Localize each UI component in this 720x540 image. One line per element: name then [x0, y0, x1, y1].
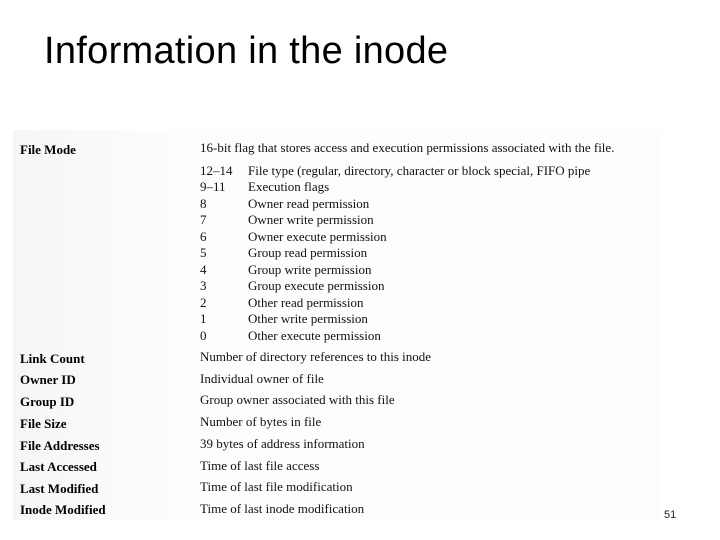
bit-meaning: Owner read permission	[248, 196, 370, 211]
bit-meaning: File type (regular, directory, character or block special, FIFO pipe	[248, 163, 591, 178]
bit-number: 7	[200, 212, 207, 227]
bit-number: 9–11	[200, 179, 226, 194]
field-name-owner-id: Owner ID	[20, 372, 76, 387]
slide-title: Information in the inode	[44, 30, 449, 72]
bit-number: 4	[200, 262, 207, 277]
field-desc-last-accessed: Time of last file access	[200, 458, 320, 473]
field-name-link-count: Link Count	[20, 351, 85, 366]
bit-number: 3	[200, 278, 207, 293]
field-name-last-accessed: Last Accessed	[20, 459, 97, 474]
field-desc-file-addresses: 39 bytes of address information	[200, 436, 365, 451]
bit-meaning: Execution flags	[248, 179, 330, 194]
bit-number: 2	[200, 295, 207, 310]
inode-fields-table	[13, 130, 661, 520]
bit-meaning: Other write permission	[248, 311, 368, 326]
field-desc-file-size: Number of bytes in file	[200, 414, 322, 429]
bit-number: 5	[200, 245, 207, 260]
bit-meaning: Group read permission	[248, 245, 368, 260]
field-name-file-addresses: File Addresses	[20, 438, 100, 453]
bit-number: 12–14	[200, 163, 233, 178]
field-name-group-id: Group ID	[20, 394, 75, 409]
field-name-last-modified: Last Modified	[20, 481, 99, 496]
bit-number: 0	[200, 328, 207, 343]
field-desc-inode-modified: Time of last inode modification	[200, 501, 365, 516]
field-name-file-size: File Size	[20, 416, 67, 431]
bit-number: 1	[200, 311, 207, 326]
bit-meaning: Group write permission	[248, 262, 372, 277]
field-desc-file-mode: 16-bit flag that stores access and execution permissions associated with the file.	[200, 140, 615, 155]
bit-meaning: Group execute permission	[248, 278, 385, 293]
field-desc-link-count: Number of directory references to this inode	[200, 349, 432, 364]
field-name-inode-modified: Inode Modified	[20, 502, 106, 517]
bit-number: 6	[200, 229, 207, 244]
bit-meaning: Owner write permission	[248, 212, 374, 227]
field-desc-group-id: Group owner associated with this file	[200, 392, 395, 407]
bit-meaning: Owner execute permission	[248, 229, 387, 244]
field-desc-last-modified: Time of last file modification	[200, 479, 353, 494]
field-desc-owner-id: Individual owner of file	[200, 371, 324, 386]
page-number: 51	[664, 509, 677, 521]
bit-meaning: Other read permission	[248, 295, 364, 310]
bit-meaning: Other execute permission	[248, 328, 381, 343]
field-name-file-mode: File Mode	[20, 142, 76, 157]
bit-number: 8	[200, 196, 207, 211]
